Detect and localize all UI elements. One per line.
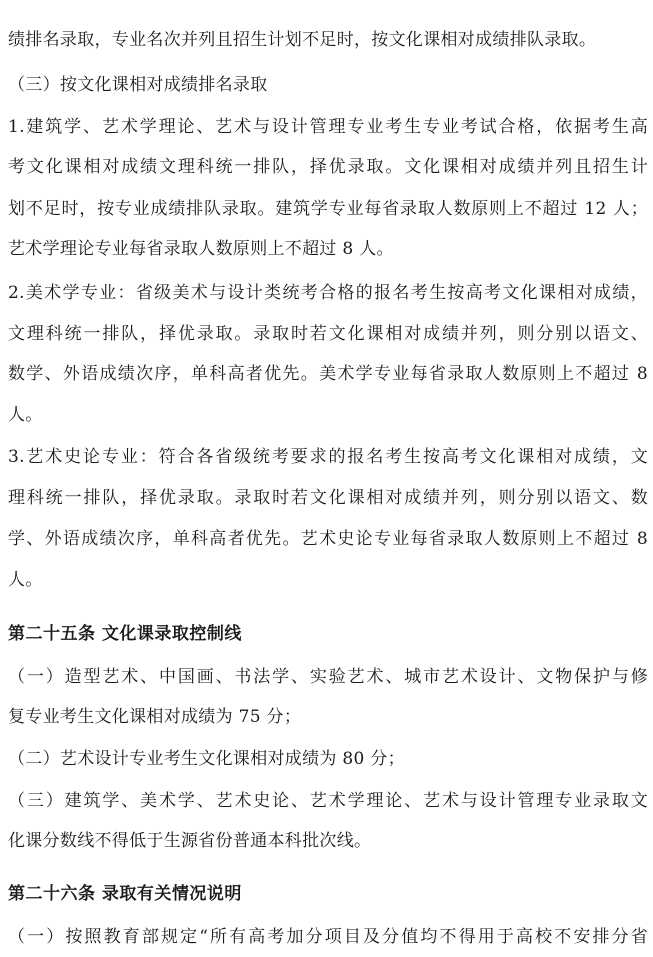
section-subheading: （三）按文化课相对成绩排名录取 bbox=[8, 75, 268, 95]
paragraph-line: （三）建筑学、美术学、艺术史论、艺术学理论、艺术与设计管理专业录取文 bbox=[8, 791, 648, 811]
paragraph-line: 划不足时，按专业成绩排队录取。建筑学专业每省录取人数原则上不超过 12 人； bbox=[8, 199, 648, 219]
paragraph-line: 人。 bbox=[8, 570, 43, 590]
paragraph-line: 数学、外语成绩次序，单科高者优先。美术学专业每省录取人数原则上不超过 8 bbox=[8, 364, 648, 384]
paragraph-line: （二）艺术设计专业考生文化课相对成绩为 80 分； bbox=[8, 749, 405, 769]
paragraph-line: 1.建筑学、艺术学理论、艺术与设计管理专业考生专业考试合格，依据考生高 bbox=[8, 117, 648, 137]
article-heading: 第二十五条 文化课录取控制线 bbox=[8, 624, 242, 644]
paragraph-line: 复专业考生文化课相对成绩为 75 分； bbox=[8, 707, 302, 727]
article-heading: 第二十六条 录取有关情况说明 bbox=[8, 884, 242, 904]
paragraph-line: （一）按照教育部规定“所有高考加分项目及分值均不得用于高校不安排分省 bbox=[8, 927, 648, 947]
paragraph-line: 化课分数线不得低于生源省份普通本科批次线。 bbox=[8, 831, 372, 851]
paragraph-line: 人。 bbox=[8, 405, 43, 425]
paragraph-line: 学、外语成绩次序，单科高者优先。艺术史论专业每省录取人数原则上不超过 8 bbox=[8, 529, 648, 549]
paragraph-line: 文理科统一排队，择优录取。录取时若文化课相对成绩并列，则分别以语文、 bbox=[8, 324, 648, 344]
paragraph-line: 2.美术学专业：省级美术与设计类统考合格的报名考生按高考文化课相对成绩， bbox=[8, 283, 648, 303]
paragraph-line: 3.艺术史论专业：符合各省级统考要求的报名考生按高考文化课相对成绩，文 bbox=[8, 447, 648, 467]
paragraph-line: 绩排名录取，专业名次并列且招生计划不足时，按文化课相对成绩排队录取。 bbox=[8, 30, 597, 50]
paragraph-line: 考文化课相对成绩文理科统一排队，择优录取。文化课相对成绩并列且招生计 bbox=[8, 157, 648, 177]
paragraph-line: 艺术学理论专业每省录取人数原则上不超过 8 人。 bbox=[8, 239, 394, 259]
paragraph-line: 理科统一排队，择优录取。录取时若文化课相对成绩并列，则分别以语文、数 bbox=[8, 488, 648, 508]
paragraph-line: （一）造型艺术、中国画、书法学、实验艺术、城市艺术设计、文物保护与修 bbox=[8, 667, 648, 687]
